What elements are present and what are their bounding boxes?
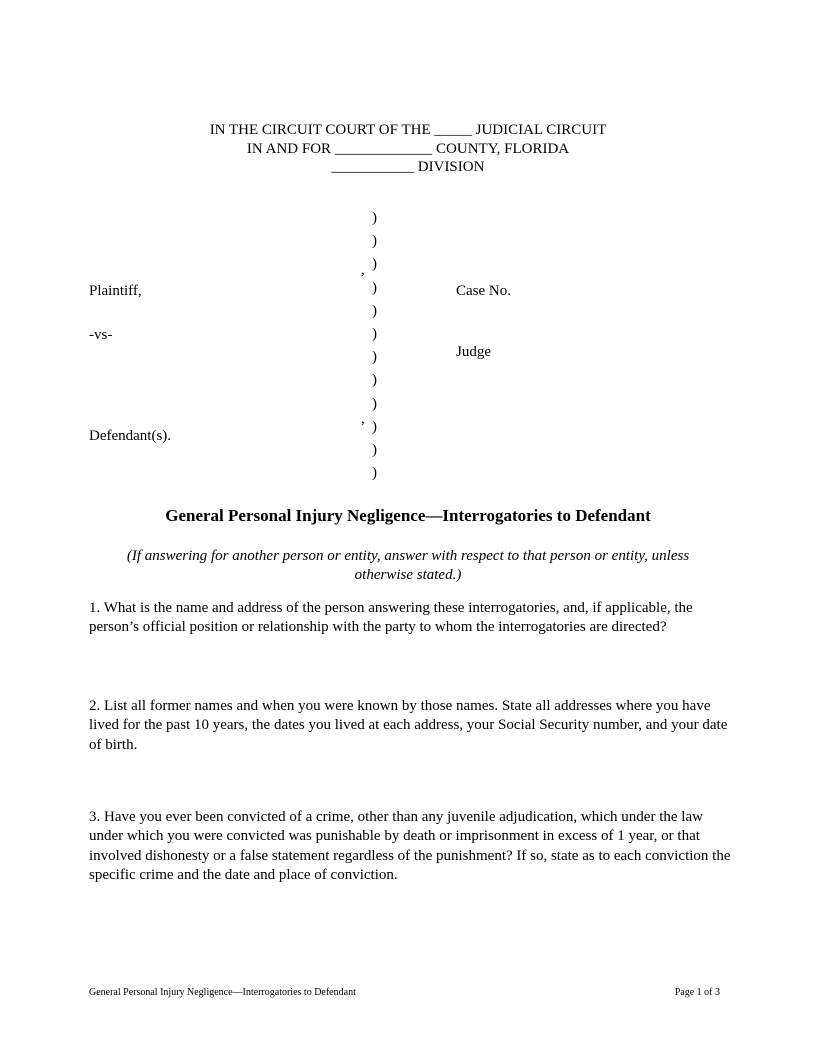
judge-label: Judge xyxy=(456,344,491,360)
answer-instruction: (If answering for another person or entity, answer with respect to that person or entity, unless otherwise stated.) xyxy=(126,548,690,583)
defendant-label: Defendant(s). xyxy=(89,428,172,444)
caption-parenthesis: ) xyxy=(372,233,377,250)
interrogatory-2: 2. List all former names and when you were known by those names. State all addresses where you have lived for the past 10 years, the dates you lived at each address, your Social Security number, and your date of birth. xyxy=(89,698,728,753)
document-title: General Personal Injury Negligence—Interrogatories to Defendant xyxy=(165,506,651,525)
caption-parenthesis: ) xyxy=(372,279,377,296)
court-header-line-1: IN THE CIRCUIT COURT OF THE _____ JUDICIAL CIRCUIT xyxy=(209,122,607,138)
vs-label: -vs- xyxy=(89,327,113,343)
footer-title: General Personal Injury Negligence—Interrogatories to Defendant xyxy=(89,987,356,998)
caption-parenthesis: ) xyxy=(372,210,377,226)
court-header-line-3: ___________ DIVISION xyxy=(331,159,485,175)
case-number-label: Case No. xyxy=(456,283,511,299)
caption-parenthesis: ) xyxy=(372,349,377,366)
court-header xyxy=(0,121,816,177)
plaintiff-label: Plaintiff, xyxy=(89,283,142,299)
caption-parenthesis: ) xyxy=(372,395,377,412)
defendant-comma: , xyxy=(361,411,365,427)
footer-page-number: Page 1 of 3 xyxy=(674,987,720,998)
caption-parenthesis: ) xyxy=(372,302,377,319)
caption-parenthesis: ) xyxy=(372,465,377,482)
plaintiff-comma: , xyxy=(361,262,365,278)
interrogatory-1: 1. What is the name and address of the person answering these interrogatories, and, if applicable, the person’s official position or relationship with the party to whom the interrogatories are directed? xyxy=(89,600,693,636)
caption-parenthesis: ) xyxy=(372,256,377,273)
interrogatory-3: 3. Have you ever been convicted of a crime, other than any juvenile adjudication, which under the law under which you were convicted was punishable by death or imprisonment in excess of 1 year, or that involved dishonesty or a false statement regardless of the punishment? If so, state as to each conviction the specific crime and the date and place of conviction. xyxy=(89,809,731,883)
caption-parenthesis: ) xyxy=(372,325,377,342)
caption-parenthesis-column xyxy=(372,209,392,487)
caption-parenthesis: ) xyxy=(372,418,377,435)
caption-parenthesis: ) xyxy=(372,372,377,389)
court-header-line-2: IN AND FOR _____________ COUNTY, FLORIDA xyxy=(246,140,570,157)
caption-parenthesis: ) xyxy=(372,441,377,458)
